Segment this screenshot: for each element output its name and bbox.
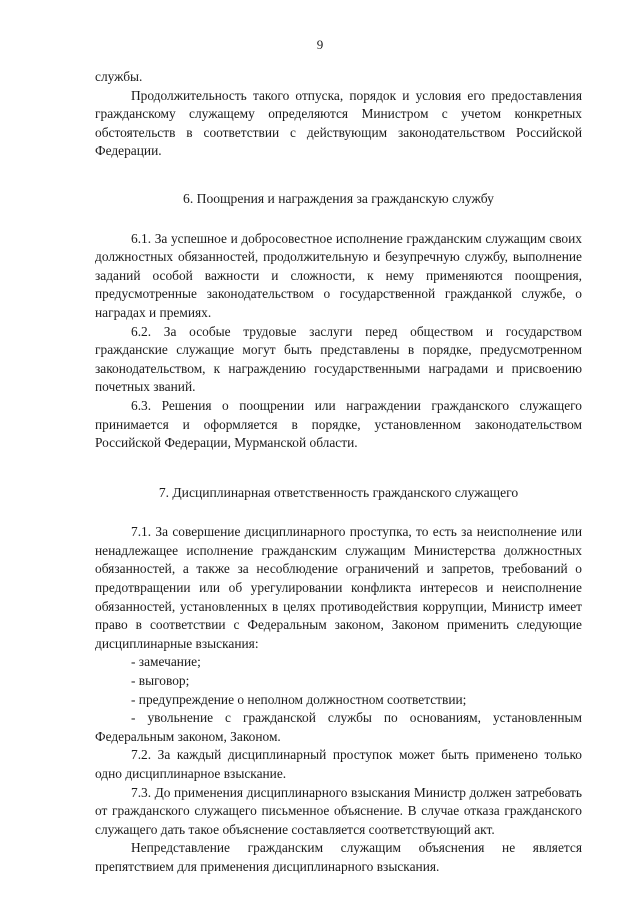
intro-paragraph: Продолжительность такого отпуска, порядок и условия его предоставления гражданскому служащему определяются Министром с учетом конкретных обстоятельств в соответствии с действующим законодательством Российской Федерации. bbox=[95, 87, 582, 159]
document-body bbox=[95, 68, 582, 877]
clause-7-1: 7.1. За совершение дисциплинарного проступка, то есть за неисполнение или ненадлежащее исполнение гражданским служащим Министерства должностных обязанностей, а также за несоблюдение ограничений и запретов, требований о предотвращении или об урегулировании конфликта интересов и неисполнение обязанностей, установленных в целях противодействия коррупции, Министр имеет право в соответствии с Федеральным законом, Законом применить следующие дисциплинарные взыскания: bbox=[95, 524, 582, 651]
section-6-heading: 6. Поощрения и награждения за гражданскую службу bbox=[183, 190, 494, 206]
clause-6-3: 6.3. Решения о поощрении или награждении гражданского служащего принимается и оформляется в порядке, установленном законодательством Российской Федерации, Мурманской области. bbox=[95, 397, 582, 451]
clause-7-3-note: Непредставление гражданским служащим объяснения не является препятствием для применения дисциплинарного взыскания. bbox=[95, 840, 582, 874]
clause-6-2: 6.2. За особые трудовые заслуги перед обществом и государством гражданские служащие могут быть представлены в порядке, предусмотренном законодательством, к награждению государственными наградами и присвоению почетных званий. bbox=[95, 323, 582, 395]
clause-7-3: 7.3. До применения дисциплинарного взыскания Министр должен затребовать от гражданского служащего письменное объяснение. В случае отказа гражданского служащего дать такое объяснение составляется соответствующий акт. bbox=[95, 784, 582, 837]
section-7-heading: 7. Дисциплинарная ответственность гражданского служащего bbox=[158, 484, 519, 500]
penalty-list-item: - выговор; bbox=[131, 673, 190, 689]
penalty-list-item: - замечание; bbox=[131, 654, 201, 670]
penalty-list-item: - предупреждение о неполном должностном соответствии; bbox=[131, 691, 467, 707]
penalty-list-item: - увольнение с гражданской службы по основаниям, установленным Федеральным законом, Законом. bbox=[95, 710, 582, 744]
clause-7-2: 7.2. За каждый дисциплинарный проступок может быть применено только одно дисциплинарное взыскание. bbox=[95, 747, 582, 781]
intro-fragment: службы. bbox=[95, 69, 143, 84]
clause-6-1: 6.1. За успешное и добросовестное исполнение гражданским служащим своих должностных обязанностей, продолжительную и безупречную службу, выполнение заданий особой важности и сложности, к нему применяются поощрения, предусмотренные законодательством о государственной гражданкой службе, о наградах и премиях. bbox=[95, 230, 582, 320]
page-number: 9 bbox=[316, 37, 324, 52]
